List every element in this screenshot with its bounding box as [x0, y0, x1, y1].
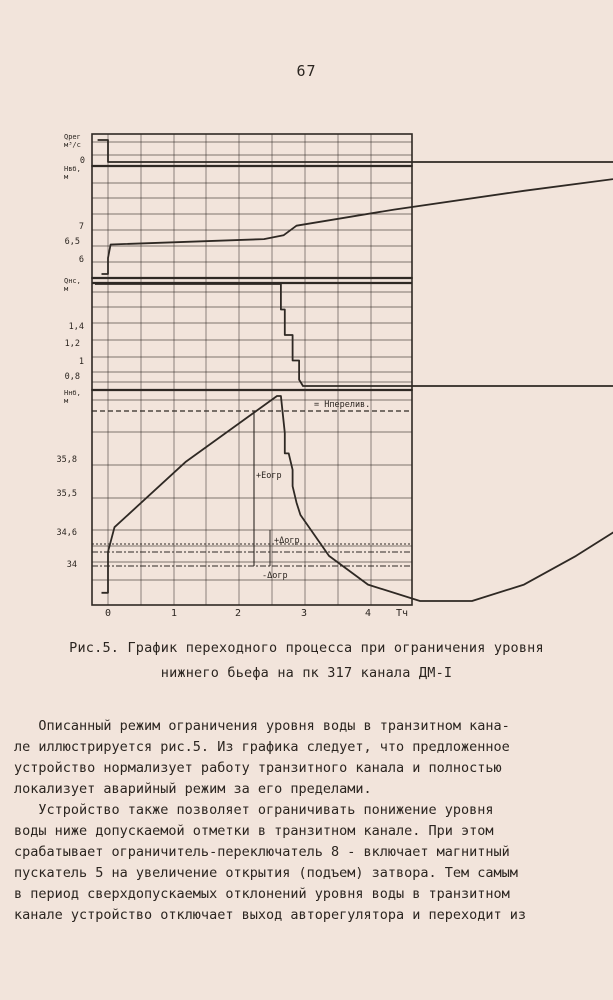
page-number: 67: [296, 62, 317, 80]
y-tick-label: 35,8: [56, 455, 77, 465]
axis-unit-label: м³/с: [64, 141, 81, 149]
panel-frame: [92, 390, 412, 605]
body-line: Описанный режим ограничения уровня воды в транзитном кана-: [14, 718, 510, 734]
y-tick-label: 1,2: [64, 339, 80, 349]
body-line: устройство нормализует работу транзитного канала и полностью: [14, 760, 502, 776]
series-line: [102, 172, 613, 274]
y-tick-label: 7: [78, 222, 84, 232]
x-tick-label: 4: [364, 608, 372, 619]
annotation-label: +Eогр: [256, 471, 282, 481]
series-line: [102, 396, 613, 601]
series-line: [95, 284, 613, 386]
axis-unit-label: м: [64, 397, 69, 405]
x-tick-label: 0: [104, 608, 112, 619]
axis-unit-label: Qрег: [64, 133, 81, 141]
axis-unit-label: м: [64, 285, 69, 293]
series-line: [98, 140, 613, 162]
y-tick-label: 34,6: [56, 528, 77, 538]
y-tick-label: 34: [66, 560, 77, 570]
y-tick-label: 35,5: [56, 489, 77, 499]
axis-unit-label: Hвб,: [64, 165, 81, 173]
axis-unit-label: Hнб,: [64, 389, 81, 397]
body-line: воды ниже допускаемой отметки в транзитном канале. При этом: [14, 823, 494, 839]
body-line: локализует аварийный режим за его пределами.: [14, 781, 372, 797]
annotation-label: -Δогр: [262, 571, 288, 581]
body-line: в период сверхдопускаемых отклонений уровня воды в транзитном: [14, 886, 510, 902]
figure-caption-line-1: Рис.5. График переходного процесса при ограничения уровня: [69, 640, 544, 656]
x-tick-label: 1: [170, 608, 178, 619]
figure-caption-line-2: нижнего бьефа на пк 317 канала ДМ-I: [160, 665, 453, 681]
body-line: ле иллюстрируется рис.5. Из графика следует, что предложенное: [14, 739, 510, 755]
body-line: Устройство также позволяет ограничивать понижение уровня: [14, 802, 494, 818]
limit-annotation: = Hперелив.: [314, 400, 371, 410]
y-tick-label: 1,4: [68, 322, 84, 332]
y-tick-label: 0,8: [64, 372, 80, 382]
body-line: канале устройство отключает выход авторегулятора и переходит из: [14, 907, 527, 923]
panel-frame: [92, 278, 412, 390]
body-line: пускатель 5 на увеличение открытия (подъем) затвора. Тем самым: [14, 865, 518, 881]
axis-unit-label: Qнс,: [64, 277, 81, 285]
y-tick-label: 1: [78, 357, 84, 367]
y-tick-label: 6: [78, 255, 84, 265]
y-tick-label: 0: [79, 156, 85, 166]
y-tick-label: 6,5: [64, 237, 80, 247]
annotation-label: +Δогр: [274, 536, 300, 546]
axis-unit-label: м: [64, 173, 69, 181]
x-tick-label: 3: [300, 608, 308, 619]
x-tick-label: 2: [234, 608, 242, 619]
x-tick-label: Тч: [395, 608, 409, 619]
body-line: срабатывает ограничитель-переключатель 8 - включает магнитный: [14, 844, 510, 860]
